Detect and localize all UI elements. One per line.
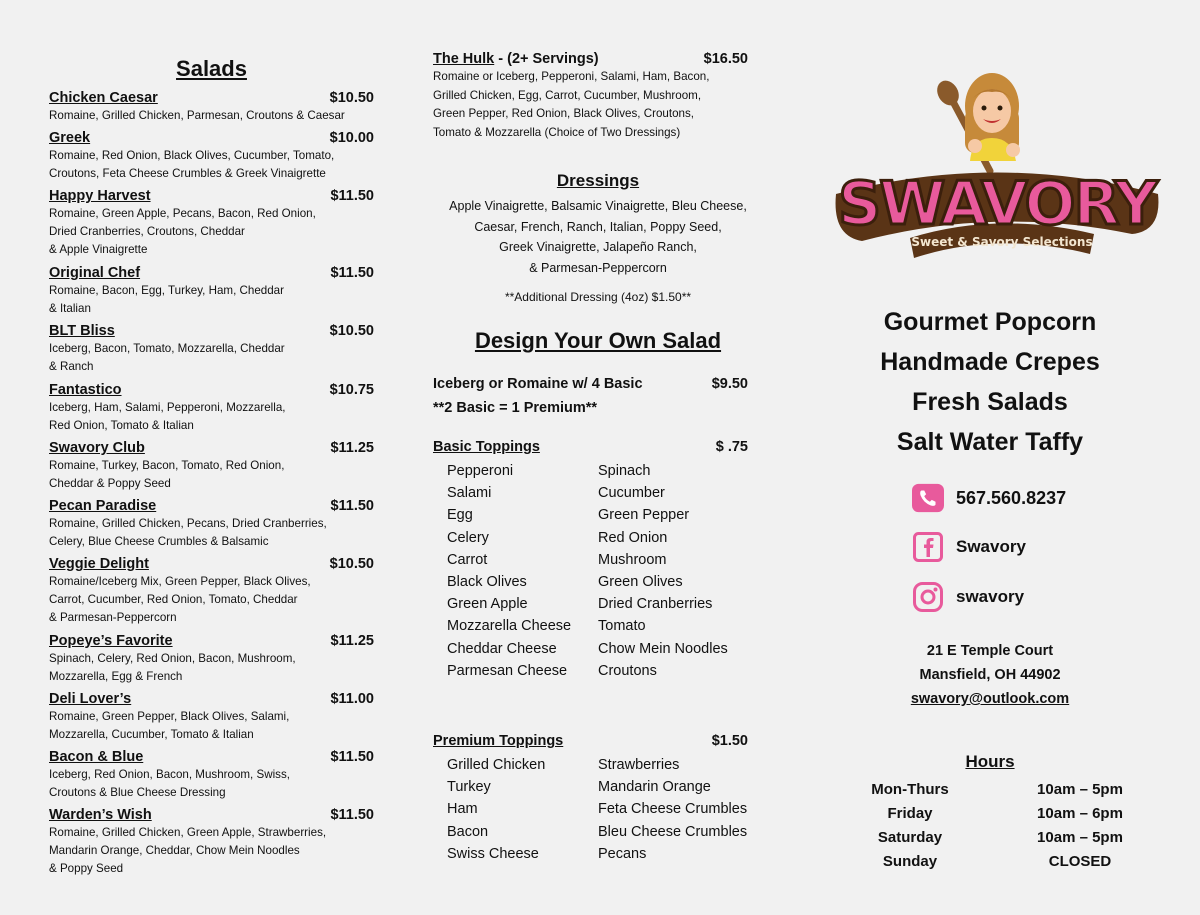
hours-row xyxy=(820,802,1160,826)
salad-price: $11.50 xyxy=(330,807,374,823)
salad-price: $11.50 xyxy=(330,498,374,514)
salad-item xyxy=(49,497,374,551)
salad-desc-line: & Italian xyxy=(49,302,91,315)
address-line-2: Mansfield, OH 44902 xyxy=(919,667,1061,683)
additional-dressing-note: **Additional Dressing (4oz) $1.50** xyxy=(504,290,692,304)
phone-row xyxy=(912,483,1066,513)
salad-price: $11.50 xyxy=(330,265,374,281)
phone-number: 567.560.8237 xyxy=(956,487,1067,508)
salad-price: $11.50 xyxy=(330,188,374,204)
salad-desc-line: Iceberg, Ham, Salami, Pepperoni, Mozzarella, xyxy=(49,401,286,414)
premium-topping-item: Bleu Cheese Crumbles xyxy=(598,823,748,840)
hours-row xyxy=(820,778,1160,802)
offering-item: Handmade Crepes xyxy=(880,348,1100,376)
hours-day: Sunday xyxy=(882,853,938,870)
basic-topping-item: Cheddar Cheese xyxy=(447,640,557,657)
salad-desc-line: Mandarin Orange, Cheddar, Chow Mein Noodles xyxy=(49,844,300,857)
salad-desc-line: & Ranch xyxy=(49,360,94,373)
basic-topping-item: Celery xyxy=(447,529,489,546)
hours-row xyxy=(820,826,1160,850)
salad-name: Deli Lover’s xyxy=(49,691,132,707)
phone-icon xyxy=(912,483,944,513)
salad-item xyxy=(49,89,374,125)
salad-name: Greek xyxy=(49,130,91,146)
salad-name: Chicken Caesar xyxy=(49,90,158,106)
salad-name: Warden’s Wish xyxy=(49,807,152,823)
salad-desc-line: Red Onion, Tomato & Italian xyxy=(49,419,194,432)
instagram-row xyxy=(912,582,1024,612)
dressings-line: Greek Vinaigrette, Jalapeño Ranch, xyxy=(499,240,697,254)
salad-item xyxy=(49,439,374,493)
offering-item: Gourmet Popcorn xyxy=(883,308,1097,336)
salad-desc-line: & Apple Vinaigrette xyxy=(49,243,148,256)
premium-topping-item: Ham xyxy=(447,801,478,818)
hours-title: Hours xyxy=(965,752,1015,771)
offerings-list xyxy=(820,302,1160,462)
hulk-desc-line: Tomato & Mozzarella (Choice of Two Dressings) xyxy=(433,125,681,139)
salad-desc-line: Croutons & Blue Cheese Dressing xyxy=(49,786,226,799)
salad-name: Bacon & Blue xyxy=(49,749,144,765)
basic-topping-item: Green Apple xyxy=(447,596,528,613)
salad-price: $10.50 xyxy=(329,90,374,106)
design-base xyxy=(433,372,748,420)
salad-name: Original Chef xyxy=(49,265,141,281)
salad-desc-line: Carrot, Cucumber, Red Onion, Tomato, Cheddar xyxy=(49,593,298,606)
basic-topping-item: Green Olives xyxy=(598,574,683,591)
basic-topping-item: Mozzarella Cheese xyxy=(447,618,572,635)
basic-topping-item: Cucumber xyxy=(598,485,665,502)
premium-topping-item: Grilled Chicken xyxy=(447,757,546,773)
hours-day: Saturday xyxy=(877,829,943,846)
salad-name: Fantastico xyxy=(49,382,122,398)
basic-topping-item: Egg xyxy=(447,507,473,524)
salad-price: $11.25 xyxy=(330,440,374,456)
basic-toppings-price: $ .75 xyxy=(715,439,748,455)
salad-name: BLT Bliss xyxy=(49,323,115,339)
facebook-handle: Swavory xyxy=(956,537,1026,556)
email-link[interactable]: swavory@outlook.com xyxy=(910,691,1070,707)
basic-topping-item: Spinach xyxy=(598,463,651,479)
salad-name: Veggie Delight xyxy=(49,556,149,572)
facebook-row xyxy=(912,532,1026,562)
salad-desc-line: & Poppy Seed xyxy=(49,862,124,875)
salad-item xyxy=(49,632,374,686)
salad-price: $11.50 xyxy=(330,749,374,765)
hours-time: 10am – 5pm xyxy=(1037,781,1123,798)
basic-topping-item: Green Pepper xyxy=(598,507,690,524)
offering-item: Fresh Salads xyxy=(912,388,1068,416)
hours-row xyxy=(820,850,1160,874)
hulk-item xyxy=(433,50,748,142)
salad-desc-line: Mozzarella, Cucumber, Tomato & Italian xyxy=(49,728,254,741)
salad-name: Swavory Club xyxy=(49,440,145,456)
salad-desc-line: Romaine, Red Onion, Black Olives, Cucumber, Tomato, xyxy=(49,149,335,162)
premium-topping-item: Mandarin Orange xyxy=(598,779,711,796)
design-note: **2 Basic = 1 Premium** xyxy=(433,400,598,416)
hulk-name: The Hulk xyxy=(433,51,495,67)
hours-time: CLOSED xyxy=(1048,853,1112,870)
salad-item xyxy=(49,129,374,183)
offering-item: Salt Water Taffy xyxy=(896,428,1084,456)
premium-topping-item: Pecans xyxy=(598,845,647,862)
salad-desc-line: Mozzarella, Egg & French xyxy=(49,670,183,683)
basic-topping-item: Pepperoni xyxy=(447,463,514,479)
basic-toppings-header xyxy=(433,439,748,455)
salad-desc-line: Romaine, Turkey, Bacon, Tomato, Red Onion, xyxy=(49,459,285,472)
basic-topping-item: Black Olives xyxy=(447,574,527,591)
dressings-title: Dressings xyxy=(556,171,640,190)
salads-title: Salads xyxy=(176,56,247,81)
design-base-price: $9.50 xyxy=(711,376,748,392)
basic-toppings-list xyxy=(447,460,767,682)
logo-graphic xyxy=(832,66,1162,266)
dressings-line: Apple Vinaigrette, Balsamic Vinaigrette, Bleu Cheese, xyxy=(449,199,747,213)
salad-name: Popeye’s Favorite xyxy=(49,633,173,649)
premium-toppings-label: Premium Toppings xyxy=(433,733,564,749)
salad-name: Pecan Paradise xyxy=(49,498,157,514)
salad-item xyxy=(49,555,374,627)
hulk-desc-line: Green Pepper, Red Onion, Black Olives, Croutons, xyxy=(433,107,694,120)
basic-topping-item: Croutons xyxy=(598,662,657,679)
basic-topping-item: Tomato xyxy=(598,618,646,635)
premium-topping-item: Strawberries xyxy=(598,757,680,773)
salad-price: $10.50 xyxy=(329,556,374,572)
salad-desc-line: & Parmesan-Peppercorn xyxy=(49,611,177,624)
salad-desc-line: Iceberg, Red Onion, Bacon, Mushroom, Swiss, xyxy=(49,768,291,781)
premium-toppings-header xyxy=(433,733,748,749)
basic-topping-item: Mushroom xyxy=(598,551,667,568)
basic-topping-item: Salami xyxy=(447,485,492,502)
logo-brand-text: SWAVORY xyxy=(838,169,1156,239)
salad-desc-line: Celery, Blue Cheese Crumbles & Balsamic xyxy=(49,535,269,548)
basic-toppings-label: Basic Toppings xyxy=(433,439,540,455)
salad-desc-line: Dried Cranberries, Croutons, Cheddar xyxy=(49,225,245,238)
hours-time: 10am – 6pm xyxy=(1037,805,1123,822)
premium-topping-item: Bacon xyxy=(447,823,489,840)
salad-name: Happy Harvest xyxy=(49,188,151,204)
salad-desc-line: Romaine, Grilled Chicken, Green Apple, Strawberries, xyxy=(49,826,327,839)
salad-desc-line: Croutons, Feta Cheese Crumbles & Greek Vinaigrette xyxy=(49,167,326,180)
salad-desc-line: Romaine, Bacon, Egg, Turkey, Ham, Cheddar xyxy=(49,284,284,297)
salad-price: $11.00 xyxy=(330,691,374,707)
salad-desc-line: Romaine, Grilled Chicken, Pecans, Dried Cranberries, xyxy=(49,517,327,530)
premium-topping-item: Swiss Cheese xyxy=(447,845,539,862)
salad-item xyxy=(49,381,374,435)
salad-item xyxy=(49,806,374,878)
salad-desc-line: Iceberg, Bacon, Tomato, Mozzarella, Cheddar xyxy=(49,342,285,355)
address-line-1: 21 E Temple Court xyxy=(926,643,1054,659)
salad-desc-line: Spinach, Celery, Red Onion, Bacon, Mushroom, xyxy=(49,652,296,665)
premium-topping-item: Turkey xyxy=(447,779,491,796)
salad-item xyxy=(49,748,374,802)
hulk-desc-line: Grilled Chicken, Egg, Carrot, Cucumber, Mushroom, xyxy=(433,88,702,102)
hours-time: 10am – 5pm xyxy=(1037,829,1123,846)
salad-desc-line: Romaine, Green Pepper, Black Olives, Salami, xyxy=(49,710,290,723)
salad-item xyxy=(49,322,374,376)
dressings-list xyxy=(433,196,763,278)
logo-tagline: Sweet & Savory Selections xyxy=(911,235,1093,249)
hulk-servings: - (2+ Servings) xyxy=(494,51,599,67)
basic-topping-item: Chow Mein Noodles xyxy=(598,640,728,657)
salad-price: $10.50 xyxy=(329,323,374,339)
salad-item xyxy=(49,690,374,744)
facebook-icon xyxy=(912,532,944,562)
salad-desc-line: Cheddar & Poppy Seed xyxy=(49,477,171,490)
salad-item xyxy=(49,187,374,259)
salad-item xyxy=(49,264,374,318)
hours-day: Mon-Thurs xyxy=(871,781,949,798)
address-block xyxy=(820,639,1160,711)
design-your-own-title: Design Your Own Salad xyxy=(474,328,722,353)
salad-price: $10.00 xyxy=(329,130,374,146)
instagram-handle: swavory xyxy=(956,587,1025,606)
hulk-price: $16.50 xyxy=(703,51,748,67)
premium-toppings-list xyxy=(447,754,767,865)
dressings-line: & Parmesan-Peppercorn xyxy=(529,260,667,275)
premium-toppings-price: $1.50 xyxy=(711,733,748,749)
hulk-desc-line: Romaine or Iceberg, Pepperoni, Salami, Ham, Bacon, xyxy=(433,70,710,83)
design-base-label: Iceberg or Romaine w/ 4 Basic xyxy=(433,376,643,392)
hours-table xyxy=(820,778,1160,874)
salad-price: $10.75 xyxy=(329,382,374,398)
salad-desc-line: Romaine, Grilled Chicken, Parmesan, Croutons & Caesar xyxy=(49,109,345,122)
swavory-logo xyxy=(832,66,1162,266)
basic-topping-item: Carrot xyxy=(447,551,488,568)
dressings-line: Caesar, French, Ranch, Italian, Poppy Seed, xyxy=(474,219,722,234)
basic-topping-item: Dried Cranberries xyxy=(598,596,713,613)
salad-desc-line: Romaine/Iceberg Mix, Green Pepper, Black Olives, xyxy=(49,575,311,588)
salad-desc-line: Romaine, Green Apple, Pecans, Bacon, Red Onion, xyxy=(49,207,316,220)
hours-day: Friday xyxy=(887,805,933,822)
basic-topping-item: Red Onion xyxy=(598,529,668,546)
premium-topping-item: Feta Cheese Crumbles xyxy=(598,801,748,818)
instagram-icon xyxy=(912,582,944,612)
salad-price: $11.25 xyxy=(330,633,374,649)
basic-topping-item: Parmesan Cheese xyxy=(447,662,568,679)
